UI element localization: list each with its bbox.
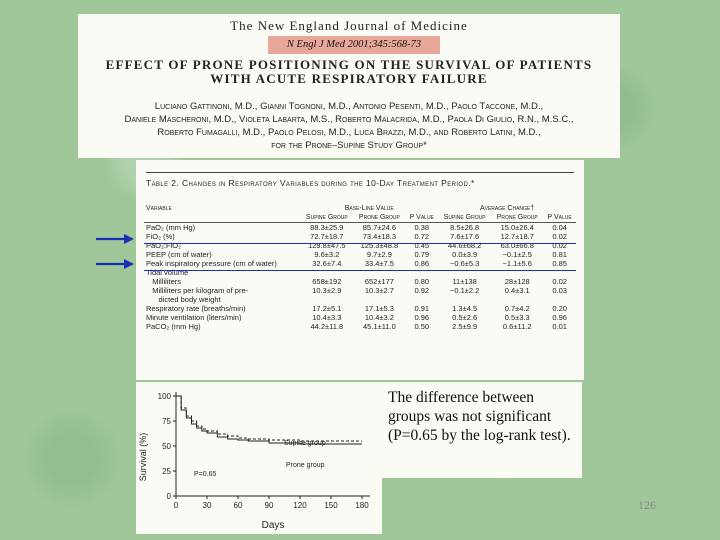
cell-value: 129.8±47.5: [308, 241, 346, 250]
journal-name: The New England Journal of Medicine: [230, 18, 468, 33]
row-label: FiO₂ (%): [146, 232, 175, 241]
row-label: dicted body weight: [146, 295, 221, 304]
cell-value: 0.03: [552, 286, 567, 295]
row-label: Respiratory rate (breaths/min): [146, 304, 246, 313]
highlight-line: [144, 243, 576, 244]
table-row: [144, 277, 576, 286]
respiratory-table: [144, 204, 576, 331]
p-value-label: P=0.65: [194, 471, 217, 478]
cell-value: 0.5±3.3: [504, 313, 530, 322]
cell-value: 658±192: [312, 277, 342, 286]
cell-value: 11±138: [452, 277, 477, 286]
y-tick-label: 25: [162, 467, 171, 476]
citation-highlight: N Engl J Med 2001;345:568-73: [268, 36, 440, 54]
col-variable: Variable: [146, 205, 172, 212]
cell-value: 10.3±2.9: [312, 286, 342, 295]
table-row: [144, 250, 576, 259]
cell-value: 17.1±5.3: [364, 304, 394, 313]
row-label: PEEP (cm of water): [146, 250, 212, 259]
cell-value: 10.3±2.7: [364, 286, 394, 295]
cell-value: 0.7±4.2: [504, 304, 530, 313]
cell-value: 0.01: [552, 322, 567, 331]
y-axis-label: Survival (%): [138, 432, 148, 482]
col-supine: Supine Group: [300, 213, 353, 223]
cell-value: 2.5±9.9: [452, 322, 478, 331]
x-axis-label: Days: [261, 520, 285, 531]
cell-value: [300, 295, 353, 304]
survival-chart: [136, 382, 382, 534]
arrow-right-icon: [96, 258, 134, 270]
cell-value: 0.96: [414, 313, 430, 322]
table-row: [144, 313, 576, 322]
cell-value: −0.6±5.3: [449, 259, 480, 268]
cell-value: 0.50: [414, 322, 430, 331]
cell-value: [491, 295, 543, 304]
cell-value: 0.79: [414, 250, 430, 259]
supine-curve: [176, 396, 362, 441]
supine-label: Supine group: [284, 440, 326, 447]
article-title-line1: EFFECT OF PRONE POSITIONING ON THE SURVIVAL OF PATIENTS: [105, 57, 593, 72]
x-tick-label: 30: [202, 501, 212, 510]
cell-value: 0.02: [552, 241, 567, 250]
row-label: Minute ventilation (liters/min): [146, 313, 242, 322]
cell-value: 9.7±2.9: [366, 250, 392, 259]
note-text: The difference between groups was not significant (P=0.65 by the log-rank test).: [382, 382, 582, 478]
col-baseline: Base-Line Value: [344, 205, 394, 212]
article-title-line2: WITH ACUTE RESPIRATORY FAILURE: [210, 71, 488, 86]
cell-value: 0.20: [552, 304, 567, 313]
col-p: P Value: [543, 213, 576, 223]
x-tick-label: 180: [355, 501, 369, 510]
cell-value: 85.7±24.6: [362, 223, 397, 232]
prone-curve: [176, 396, 362, 444]
row-label: PaO₂ (mm Hg): [146, 223, 196, 232]
table-title: Table 2. Changes in Respiratory Variables during the 10-Day Treatment Period.*: [146, 172, 574, 188]
results-table-card: [136, 160, 584, 380]
prone-label: Prone group: [286, 462, 325, 469]
x-tick-label: 150: [324, 501, 338, 510]
cell-value: −1.1±5.6: [502, 259, 532, 268]
x-tick-label: 120: [293, 501, 307, 510]
cell-value: 0.86: [414, 259, 430, 268]
col-change: Average Change†: [479, 205, 535, 212]
cell-value: 1.3±4.5: [452, 304, 478, 313]
table-row: [144, 322, 576, 331]
cell-value: 28±128: [504, 277, 530, 286]
cell-value: 44.6±68.2: [448, 241, 482, 250]
cell-value: 88.3±25.9: [310, 223, 344, 232]
cell-value: 12.7±18.7: [500, 232, 534, 241]
survival-chart-card: [136, 382, 382, 534]
cell-value: 33.4±7.5: [364, 259, 394, 268]
cell-value: 0.0±3.9: [452, 250, 478, 259]
cell-value: [438, 295, 491, 304]
col-spacer: [144, 213, 300, 223]
author-line: Daniele Mascheroni, M.D., Violeta Labarta, M.S., Roberto Malacrida, M.D., Paola Di Giulio, R.N., M.S.C.,: [124, 114, 574, 125]
cell-value: 10.4±3.3: [312, 313, 342, 322]
y-tick-label: 50: [162, 442, 171, 451]
author-list: [86, 100, 612, 152]
cell-value: 63.0±66.8: [500, 241, 534, 250]
col-prone: Prone Group: [353, 213, 405, 223]
cell-value: [405, 295, 438, 304]
cell-value: 0.92: [414, 286, 430, 295]
x-tick-label: 60: [233, 501, 243, 510]
cell-value: [353, 295, 405, 304]
cell-value: −0.1±2.2: [449, 286, 480, 295]
table-row: [144, 223, 576, 233]
table-row: [144, 259, 576, 268]
cell-value: 0.91: [414, 304, 430, 313]
row-label: Milliliters per kilogram of pre-: [146, 286, 249, 295]
cell-value: 10.4±3.2: [364, 313, 394, 322]
row-label: PaO₂:FiO₂: [146, 241, 181, 250]
highlight-line: [144, 270, 576, 271]
page-number: 126: [638, 498, 656, 512]
y-tick-label: 100: [157, 392, 171, 401]
row-label: PaCO₂ (mm Hg): [146, 322, 201, 331]
col-p: P Value: [405, 213, 438, 223]
row-label: Tidal volume: [146, 268, 189, 277]
cell-value: 0.45: [414, 241, 430, 250]
article-title: [78, 58, 620, 86]
cell-value: 45.1±11.0: [363, 322, 396, 331]
cell-value: 0.80: [414, 277, 430, 286]
table-row: [144, 295, 576, 304]
cell-value: 0.81: [552, 250, 567, 259]
cell-value: 0.5±2.6: [452, 313, 478, 322]
row-label: Milliliters: [146, 277, 181, 286]
cell-value: 17.2±5.1: [312, 304, 342, 313]
cell-value: 0.85: [552, 259, 567, 268]
table-row: [144, 304, 576, 313]
cell-value: 125.3±48.8: [360, 241, 399, 250]
cell-value: 0.96: [552, 313, 567, 322]
author-line: for the Prone–Supine Study Group*: [271, 140, 427, 151]
cell-value: 0.02: [552, 232, 567, 241]
col-prone: Prone Group: [491, 213, 543, 223]
cell-value: 0.02: [552, 277, 567, 286]
x-tick-label: 90: [264, 501, 274, 510]
cell-value: 0.6±11.2: [502, 322, 532, 331]
cell-value: 15.0±26.4: [500, 223, 534, 232]
cell-value: 44.2±11.8: [310, 322, 344, 331]
cell-value: 0.04: [552, 223, 567, 232]
cell-value: 7.6±17.6: [450, 232, 480, 241]
cell-value: 652±177: [364, 277, 394, 286]
col-supine: Supine Group: [438, 213, 491, 223]
cell-value: 73.4±18.3: [362, 232, 397, 241]
cell-value: 72.7±18.7: [310, 232, 344, 241]
arrow-right-icon: [96, 233, 134, 245]
row-label: Peak inspiratory pressure (cm of water): [146, 259, 277, 268]
cell-value: −0.1±2.5: [502, 250, 532, 259]
x-tick-label: 0: [173, 501, 179, 510]
author-line: Roberto Fumagalli, M.D., Paolo Pelosi, M.D., Luca Brazzi, M.D., and Roberto Latini, M.D.,: [157, 127, 541, 138]
y-tick-label: 75: [162, 417, 171, 426]
author-line: Luciano Gattinoni, M.D., Gianni Tognoni, M.D., Antonio Pesenti, M.D., Paolo Taccone, M.D.,: [154, 101, 544, 112]
cell-value: 0.72: [414, 232, 430, 241]
table-row: [144, 286, 576, 295]
y-tick-label: 0: [166, 492, 171, 501]
table-row: [144, 232, 576, 241]
cell-value: 8.5±26.8: [450, 223, 480, 232]
cell-value: 0.38: [414, 223, 430, 232]
cell-value: 0.4±3.1: [504, 286, 530, 295]
article-header: [78, 14, 620, 158]
cell-value: [543, 295, 576, 304]
cell-value: 9.6±3.2: [314, 250, 340, 259]
cell-value: 32.6±7.4: [312, 259, 342, 268]
